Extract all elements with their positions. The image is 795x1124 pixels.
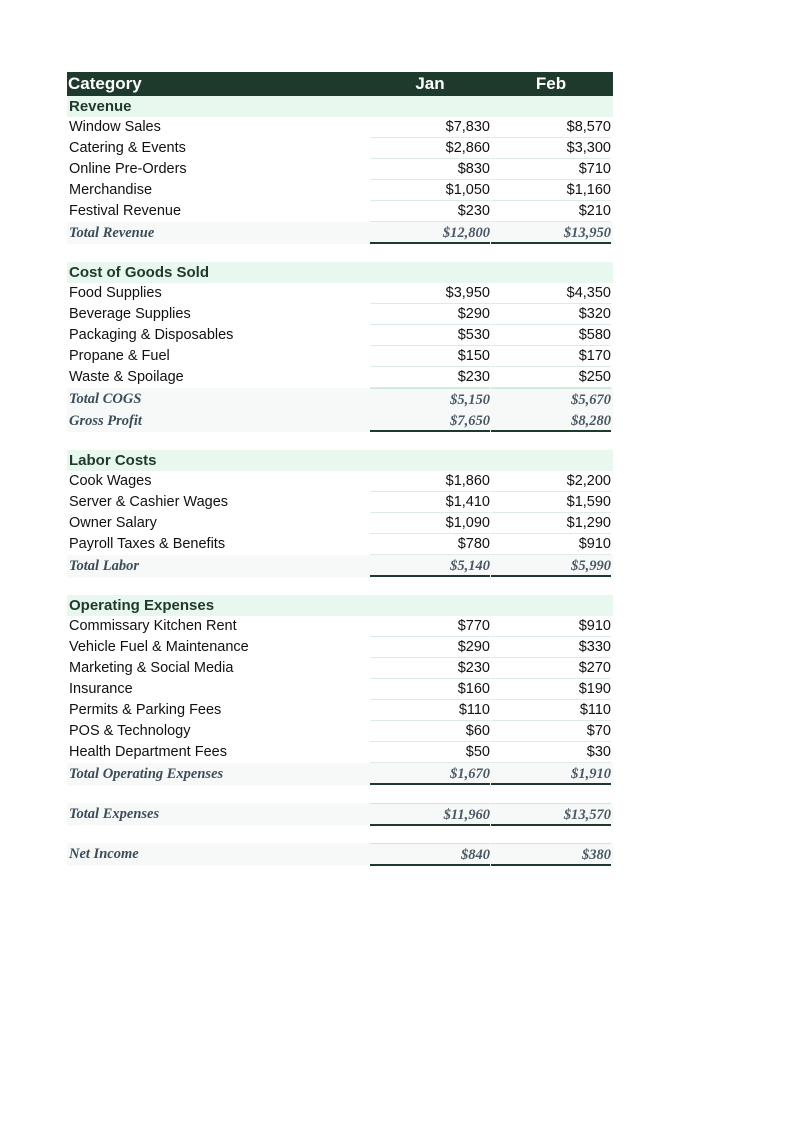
- feb-value: $170: [491, 346, 611, 367]
- gross-profit-row: [67, 410, 613, 432]
- row-label: Permits & Parking Fees: [69, 702, 222, 718]
- table-row: [67, 679, 613, 700]
- row-label: Food Supplies: [69, 285, 162, 301]
- jan-value: $2,860: [370, 138, 490, 159]
- jan-total: $5,140: [370, 555, 490, 577]
- table-row: [67, 471, 613, 492]
- total-label: Total Expenses: [69, 806, 160, 822]
- jan-value: $290: [370, 304, 490, 325]
- table-row: [67, 283, 613, 304]
- table-row: [67, 304, 613, 325]
- jan-value: $530: [370, 325, 490, 346]
- table-row: [67, 637, 613, 658]
- jan-value: $50: [370, 742, 490, 763]
- total-cogs-row: [67, 388, 613, 410]
- jan-value: $230: [370, 658, 490, 679]
- jan-value: $1,860: [370, 471, 490, 492]
- jan-total: $840: [370, 843, 490, 866]
- section-header-revenue: [67, 96, 613, 117]
- total-label: Total Operating Expenses: [69, 766, 224, 782]
- spacer: [67, 825, 613, 843]
- feb-column-header: Feb: [535, 74, 567, 93]
- category-column-header: Category: [68, 74, 142, 93]
- row-label: Cook Wages: [69, 473, 152, 489]
- jan-value: $1,050: [370, 180, 490, 201]
- row-label: Owner Salary: [69, 515, 157, 531]
- table-header-row: [67, 72, 613, 96]
- row-label: Packaging & Disposables: [69, 327, 234, 343]
- row-label: Catering & Events: [69, 140, 186, 156]
- row-label: Vehicle Fuel & Maintenance: [69, 639, 249, 655]
- total-label: Total COGS: [69, 391, 142, 407]
- table-row: [67, 742, 613, 763]
- row-label: Window Sales: [69, 119, 161, 135]
- total-expenses-row: [67, 803, 613, 825]
- row-label: Merchandise: [69, 182, 153, 198]
- table-row: [67, 367, 613, 388]
- row-label: Propane & Fuel: [69, 348, 170, 364]
- row-label: Beverage Supplies: [69, 306, 191, 322]
- table-row: [67, 201, 613, 222]
- table-row: [67, 180, 613, 201]
- spacer: [67, 244, 613, 262]
- row-label: Server & Cashier Wages: [69, 494, 229, 510]
- total-label: Total Revenue: [69, 225, 155, 241]
- jan-value: $160: [370, 679, 490, 700]
- income-statement-table: [67, 72, 613, 865]
- jan-value: $770: [370, 616, 490, 637]
- total-label: Net Income: [69, 846, 139, 862]
- jan-total: $1,670: [370, 763, 490, 785]
- jan-total: $5,150: [370, 388, 490, 409]
- feb-total: $1,910: [491, 763, 611, 785]
- row-label: Commissary Kitchen Rent: [69, 618, 237, 634]
- jan-value: $230: [370, 201, 490, 222]
- feb-value: $30: [491, 742, 611, 763]
- row-label: Marketing & Social Media: [69, 660, 234, 676]
- total-labor-row: [67, 555, 613, 577]
- feb-value: $270: [491, 658, 611, 679]
- row-label: Online Pre-Orders: [69, 161, 187, 177]
- jan-total: $12,800: [370, 222, 490, 244]
- section-header-labor: [67, 450, 613, 471]
- spacer: [67, 577, 613, 595]
- jan-value: $780: [370, 534, 490, 555]
- feb-value: $1,290: [491, 513, 611, 534]
- feb-value: $2,200: [491, 471, 611, 492]
- section-header-opex: [67, 595, 613, 616]
- jan-value: $830: [370, 159, 490, 180]
- feb-value: $320: [491, 304, 611, 325]
- jan-value: $230: [370, 367, 490, 388]
- row-label: Waste & Spoilage: [69, 369, 184, 385]
- total-label: Total Labor: [69, 558, 139, 574]
- feb-value: $1,160: [491, 180, 611, 201]
- total-opex-row: [67, 763, 613, 785]
- spacer: [67, 432, 613, 450]
- feb-value: $190: [491, 679, 611, 700]
- feb-total: $13,570: [491, 803, 611, 826]
- feb-value: $4,350: [491, 283, 611, 304]
- feb-value: $580: [491, 325, 611, 346]
- total-revenue-row: [67, 222, 613, 244]
- row-label: POS & Technology: [69, 723, 191, 739]
- row-label: Insurance: [69, 681, 133, 697]
- table-row: [67, 325, 613, 346]
- jan-value: $1,410: [370, 492, 490, 513]
- section-header-cogs: [67, 262, 613, 283]
- table-row: [67, 534, 613, 555]
- feb-value: $910: [491, 534, 611, 555]
- table-row: [67, 513, 613, 534]
- section-title: Labor Costs: [69, 452, 157, 469]
- net-income-row: [67, 843, 613, 865]
- table-row: [67, 138, 613, 159]
- jan-value: $1,090: [370, 513, 490, 534]
- jan-value: $7,830: [370, 117, 490, 138]
- jan-total: $7,650: [370, 410, 490, 432]
- feb-value: $3,300: [491, 138, 611, 159]
- table-row: [67, 721, 613, 742]
- jan-total: $11,960: [370, 803, 490, 826]
- feb-value: $910: [491, 616, 611, 637]
- spacer: [67, 785, 613, 803]
- table-row: [67, 492, 613, 513]
- feb-total: $13,950: [491, 222, 611, 244]
- feb-value: $70: [491, 721, 611, 742]
- feb-total: $380: [491, 843, 611, 866]
- feb-value: $210: [491, 201, 611, 222]
- total-label: Gross Profit: [69, 413, 142, 429]
- section-title: Cost of Goods Sold: [69, 264, 209, 281]
- jan-value: $3,950: [370, 283, 490, 304]
- table-row: [67, 159, 613, 180]
- jan-column-header: Jan: [415, 74, 445, 93]
- table-row: [67, 346, 613, 367]
- row-label: Festival Revenue: [69, 203, 182, 219]
- section-title: Revenue: [69, 98, 132, 115]
- jan-value: $150: [370, 346, 490, 367]
- table-row: [67, 700, 613, 721]
- row-label: Health Department Fees: [69, 744, 227, 760]
- feb-value: $710: [491, 159, 611, 180]
- table-row: [67, 658, 613, 679]
- feb-value: $330: [491, 637, 611, 658]
- feb-total: $8,280: [491, 410, 611, 432]
- jan-value: $110: [370, 700, 490, 721]
- section-title: Operating Expenses: [69, 597, 215, 614]
- table-row: [67, 117, 613, 138]
- feb-value: $110: [491, 700, 611, 721]
- feb-total: $5,670: [491, 388, 611, 409]
- table-row: [67, 616, 613, 637]
- feb-value: $250: [491, 367, 611, 388]
- row-label: Payroll Taxes & Benefits: [69, 536, 226, 552]
- jan-value: $290: [370, 637, 490, 658]
- feb-value: $1,590: [491, 492, 611, 513]
- feb-value: $8,570: [491, 117, 611, 138]
- feb-total: $5,990: [491, 555, 611, 577]
- jan-value: $60: [370, 721, 490, 742]
